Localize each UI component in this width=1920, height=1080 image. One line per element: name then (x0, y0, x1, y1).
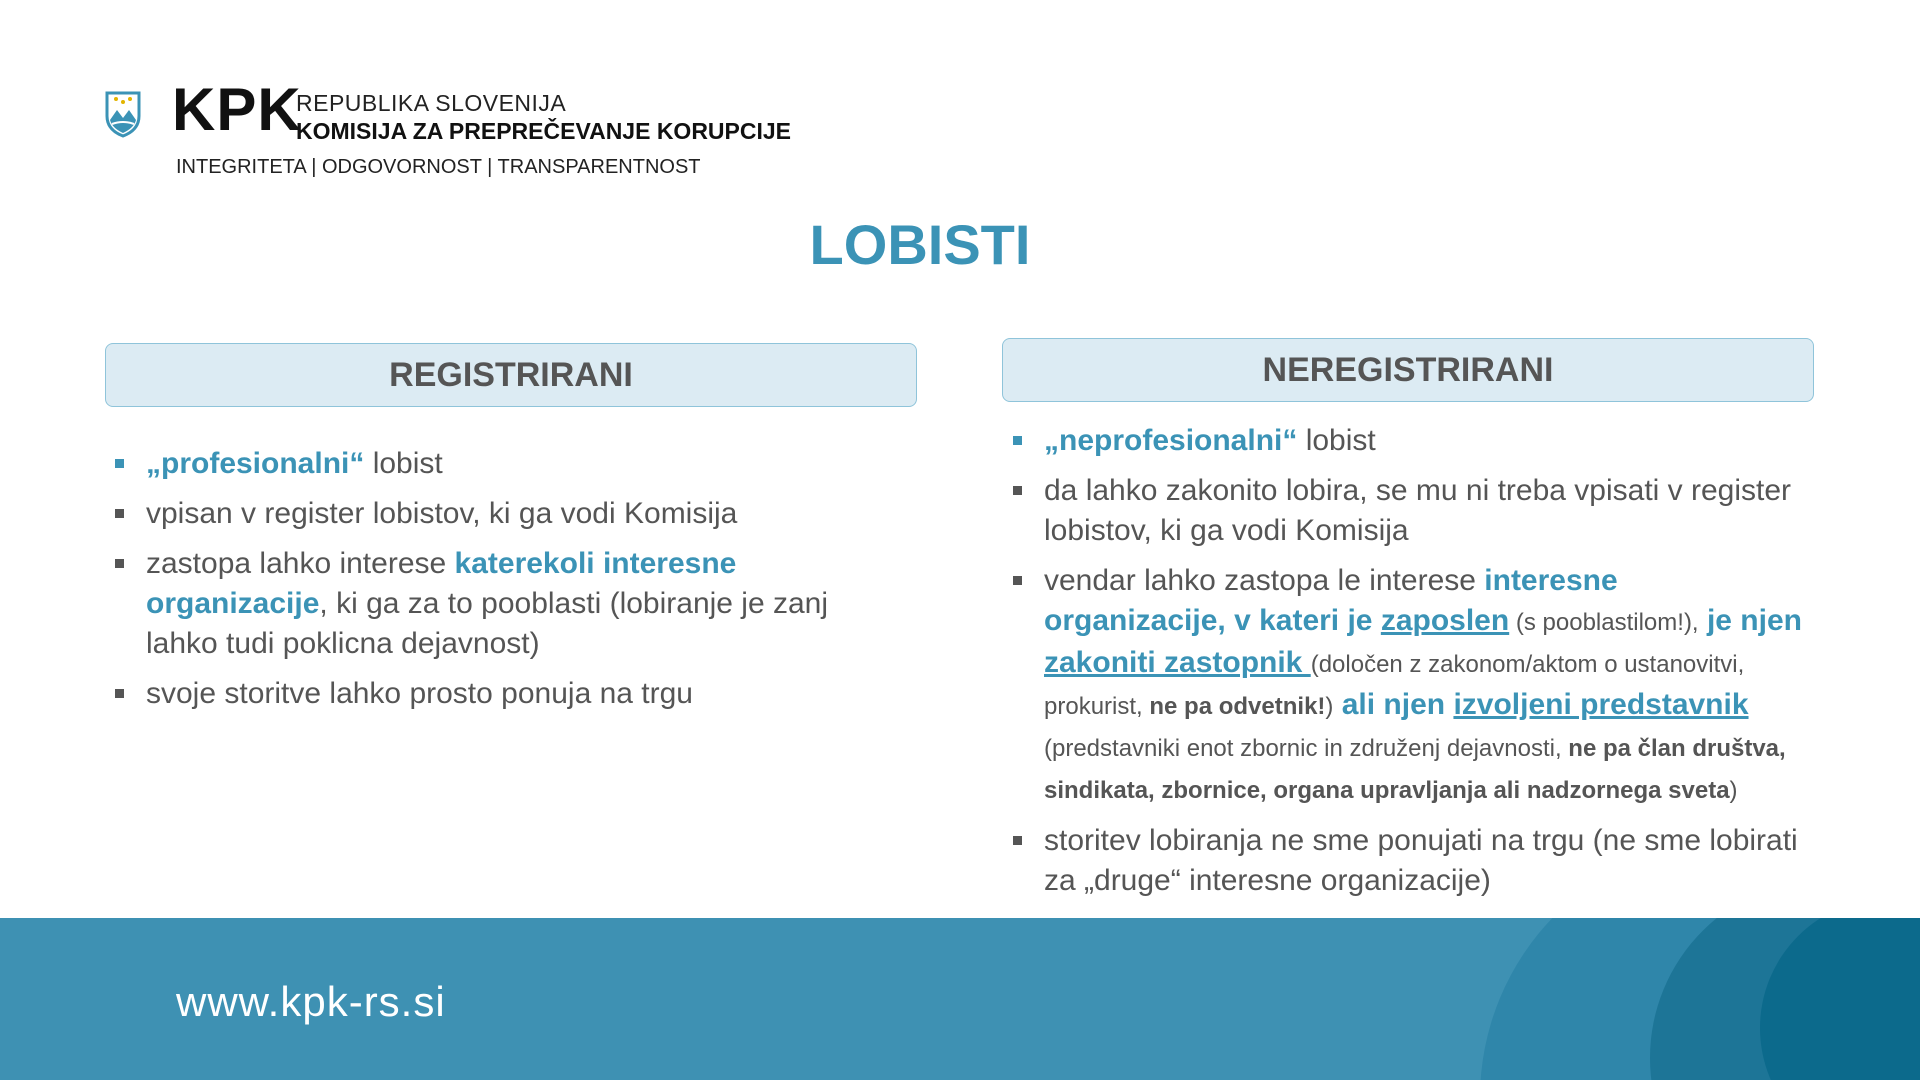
link-izvoljeni-predstavnik: izvoljeni predstavnik (1453, 688, 1749, 721)
list-item: storitev lobiranja ne sme ponujati na trgu (ne sme lobirati za „druge“ interesne organizacije) (1004, 821, 1804, 901)
list-item: da lahko zakonito lobira, se mu ni treba vpisati v register lobistov, ki ga vodi Komisija (1004, 471, 1804, 551)
bullet-icon (115, 559, 124, 568)
footer-bar (0, 918, 1920, 1080)
list-item: „profesionalni“ lobist (106, 444, 866, 484)
bullet-icon (115, 689, 124, 698)
list-item: vendar lahko zastopa le interese interesne organizacije, v kateri je zaposlen (s pooblastilom!), je njen zakoniti zastopnik (določen z zakonom/aktom o ustanovitvi, prokurist, ne pa odvetnik!) ali njen izvoljeni predstavnik (predstavniki enot zbornic in združenj dejavnosti, ne pa član društva, sindikata, zbornice, organa upravljanja ali nadzornega sveta) (1004, 561, 1804, 811)
link-zaposlen: zaposlen (1380, 604, 1510, 637)
left-bullet-list (106, 444, 866, 724)
bullet-icon (115, 459, 124, 468)
left-column-heading: REGISTRIRANI (105, 343, 917, 407)
bullet-icon (1013, 836, 1022, 845)
footer-url[interactable]: www.kpk-rs.si (176, 978, 446, 1025)
motto: INTEGRITETA | ODGOVORNOST | TRANSPARENTNOST (176, 156, 701, 178)
list-item: svoje storitve lahko prosto ponuja na trgu (106, 674, 866, 714)
logo-kpk: KPK (172, 76, 302, 143)
link-zakoniti-zastopnik: zakoniti zastopnik (1044, 646, 1311, 679)
right-column-heading: NEREGISTRIRANI (1002, 338, 1814, 402)
bullet-icon (1013, 576, 1022, 585)
right-bullet-list (1004, 421, 1804, 911)
list-item: „neprofesionalni“ lobist (1004, 421, 1804, 461)
bullet-icon (1013, 436, 1022, 445)
page-title: LOBISTI (809, 213, 1031, 276)
commission-label: KOMISIJA ZA PREPREČEVANJE KORUPCIJE (296, 118, 792, 144)
list-item: vpisan v register lobistov, ki ga vodi Komisija (106, 494, 866, 534)
coat-of-arms-icon (104, 90, 142, 138)
republic-label: REPUBLIKA SLOVENIJA (296, 90, 567, 116)
bullet-icon (1013, 486, 1022, 495)
list-item: zastopa lahko interese katerekoli interesne organizacije, ki ga za to pooblasti (lobiranje je zanj lahko tudi poklicna dejavnost) (106, 544, 866, 664)
bullet-icon (115, 509, 124, 518)
